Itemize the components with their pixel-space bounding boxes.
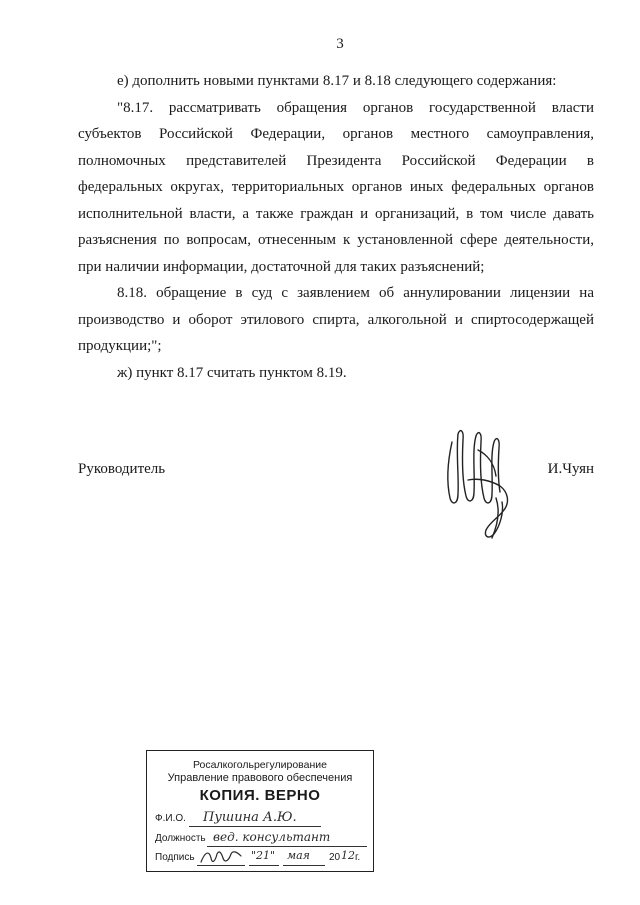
copy-certified-stamp: [146, 750, 374, 872]
stamp-title: КОПИЯ. ВЕРНО: [199, 787, 321, 804]
stamp-fio-value: Пушина А.Ю.: [203, 810, 297, 825]
stamp-position-row: [155, 833, 206, 844]
stamp-date-day: "21": [251, 849, 276, 862]
document-body: [78, 68, 594, 386]
paragraph-item-zh: ж) пункт 8.17 считать пунктом 8.19.: [117, 364, 347, 381]
stamp-department: Управление правового обеспечения: [167, 772, 353, 784]
paragraph-item-e: е) дополнить новыми пунктами 8.17 и 8.18 следующего содержания:: [117, 73, 557, 89]
stamp-position-value: вед. консультант: [213, 830, 331, 844]
stamp-signature-icon: [199, 848, 243, 866]
stamp-fio-row: [155, 813, 186, 824]
paragraph-item-8-17: "8.17. рассматривать обращения органов государственной власти субъектов Российской Федерации, органов местного самоуправления, полномочных представителей Президента Российской Федерации в федеральных округах, территориальных органов иных федеральных органов исполнительной власти, а также граждан и организаций, в том числе давать разъяснения по вопросам, отнесенным к установленной сфере деятельности, при наличии информации, достаточной для таких разъяснений;: [78, 99, 594, 275]
stamp-date-year-suffix: 12: [341, 849, 355, 862]
stamp-organization: Росалкогольрегулирование: [193, 759, 327, 771]
stamp-date-year-prefix: 20: [329, 852, 341, 863]
stamp-sign-row: [155, 852, 195, 863]
stamp-position-label: Должность: [155, 833, 206, 844]
stamp-fio-label: Ф.И.О.: [155, 813, 186, 824]
paragraph-item-8-18: 8.18. обращение в суд с заявлением об аннулировании лицензии на производство и оборот этилового спирта, алкогольной и спиртосодержащей продукции;";: [78, 285, 594, 354]
page-number: 3: [336, 36, 344, 52]
stamp-sign-label: Подпись: [155, 852, 195, 863]
stamp-date-month: мая: [287, 849, 310, 862]
signatory-name: И.Чуян: [547, 461, 594, 477]
handwritten-signature-icon: [438, 420, 528, 550]
stamp-date-year-end: г.: [355, 852, 361, 863]
signatory-position: Руководитель: [78, 461, 166, 477]
